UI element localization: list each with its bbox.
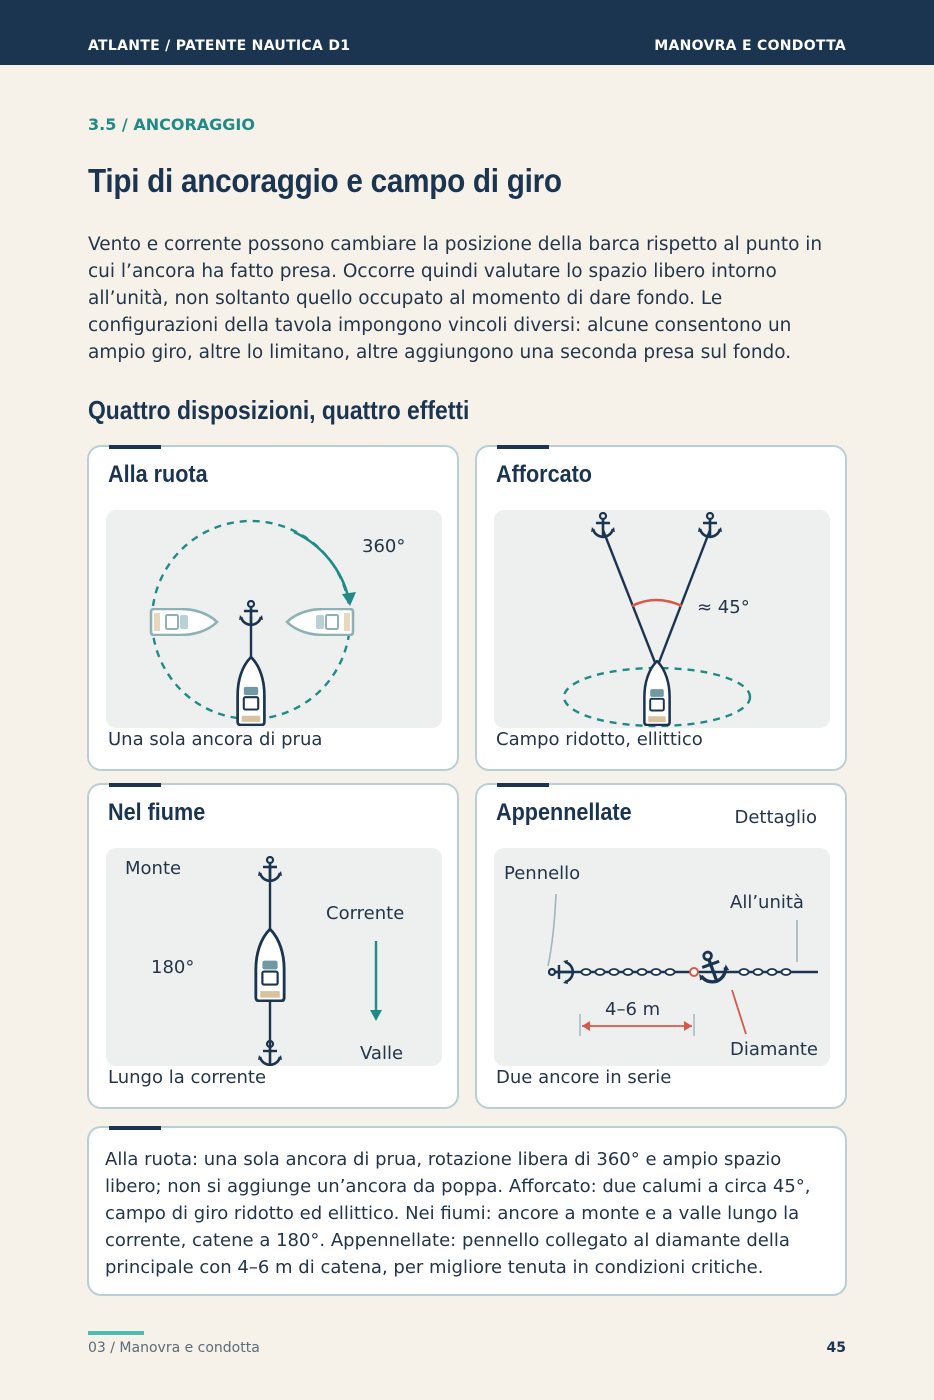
boat-icon [238,657,265,725]
distance-arrow-left [582,1021,590,1031]
anchor-icon-upstream [258,857,282,881]
top-bar [0,0,934,65]
boat-icon [256,929,284,1001]
card-tab [109,445,161,449]
to-unit-label: All’unità [730,892,804,913]
card-tab [497,445,549,449]
rotation-arrowhead [342,592,356,606]
tandem-anchor-diagram [494,848,830,1066]
card-title: Nel fiume [108,799,206,826]
distance-label: 4–6 m [605,999,661,1020]
diagram-panel [106,848,442,1066]
upstream-label: Monte [125,858,182,879]
anchor-icon [239,601,263,625]
page-title: Tipi di ancoraggio e campo di giro [88,162,562,199]
current-arrowhead [370,1010,382,1021]
page-number: 45 [826,1340,846,1356]
section-kicker: 3.5 / ANCORAGGIO [88,115,255,134]
detail-label: Dettaglio [734,807,817,828]
main-anchor-icon [692,947,732,987]
footer-accent-bar [88,1331,144,1335]
angle-label: 180° [151,957,195,978]
section-subtitle: Quattro disposizioni, quattro effetti [88,395,470,425]
anchor-icon-left [591,513,615,537]
card-tab [497,783,549,787]
summary-tab [109,1126,161,1130]
anchor-icon-right [698,513,722,537]
card-appennellate [475,783,847,1109]
rode-left [603,530,656,665]
river-diagram [106,848,442,1066]
boat-left-position [151,609,217,635]
pennello-anchor-icon [549,960,573,984]
rotation-arc [294,532,349,600]
diagram-panel [494,510,830,728]
diamond-label: Diamante [730,1039,818,1060]
card-title: Alla ruota [108,461,208,488]
distance-arrow-right [684,1021,692,1031]
diagram-panel [494,848,830,1066]
footer-chapter: 03 / Manovra e condotta [88,1340,260,1356]
moored-diagram [494,510,830,728]
card-nel-fiume [87,783,459,1109]
downstream-label: Valle [360,1043,404,1064]
boat-right-position [287,609,353,635]
card-caption: Lungo la corrente [108,1067,267,1088]
angle-arc [632,600,682,606]
diamond-leader [732,990,746,1034]
diamond-point [690,968,698,976]
card-caption: Una sola ancora di prua [108,729,323,750]
diagram-panel [106,510,442,728]
summary-box [87,1126,847,1296]
summary-text: Alla ruota: una sola ancora di prua, rotazione libera di 360° e ampio spazio libero; non si aggiunge un’ancora da poppa. Afforcato: due calumi a circa 45°, campo di giro ridotto ed ellittico. Nei fiumi: ancore a monte e a valle lungo la corrente, catene a 180°. Appennellate: pennello collegato al diamante della principale con 4–6 m di catena, per migliore tenuta in condizioni critiche. [105,1149,811,1278]
pennello-label: Pennello [504,863,581,884]
card-caption: Due ancore in serie [496,1067,672,1088]
chapter-title: MANOVRA E CONDOTTA [654,38,846,54]
card-alla-ruota [87,445,459,771]
current-label: Corrente [326,903,405,924]
card-title: Appennellate [496,799,632,826]
card-title: Afforcato [496,461,593,488]
intro-paragraph: Vento e corrente possono cambiare la posizione della barca rispetto al punto in cui l’ancora ha fatto presa. Occorre quindi valutare lo spazio libero intorno all’unità, non soltanto quello occupato al momento di dare fondo. Le configurazioni della tavola impongono vincoli diversi: alcune consentono un ampio giro, altre lo limitano, altre aggiungono una seconda presa sul fondo. [88,234,823,363]
book-title: ATLANTE / PATENTE NAUTICA D1 [88,38,351,54]
angle-label: ≈ 45° [697,597,750,618]
card-caption: Campo ridotto, ellittico [496,729,703,750]
angle-label: 360° [362,536,406,557]
pennello-leader [548,894,556,966]
boat-icon [644,661,669,725]
card-tab [109,783,161,787]
card-afforcato [475,445,847,771]
swing-circle-diagram [106,510,442,728]
